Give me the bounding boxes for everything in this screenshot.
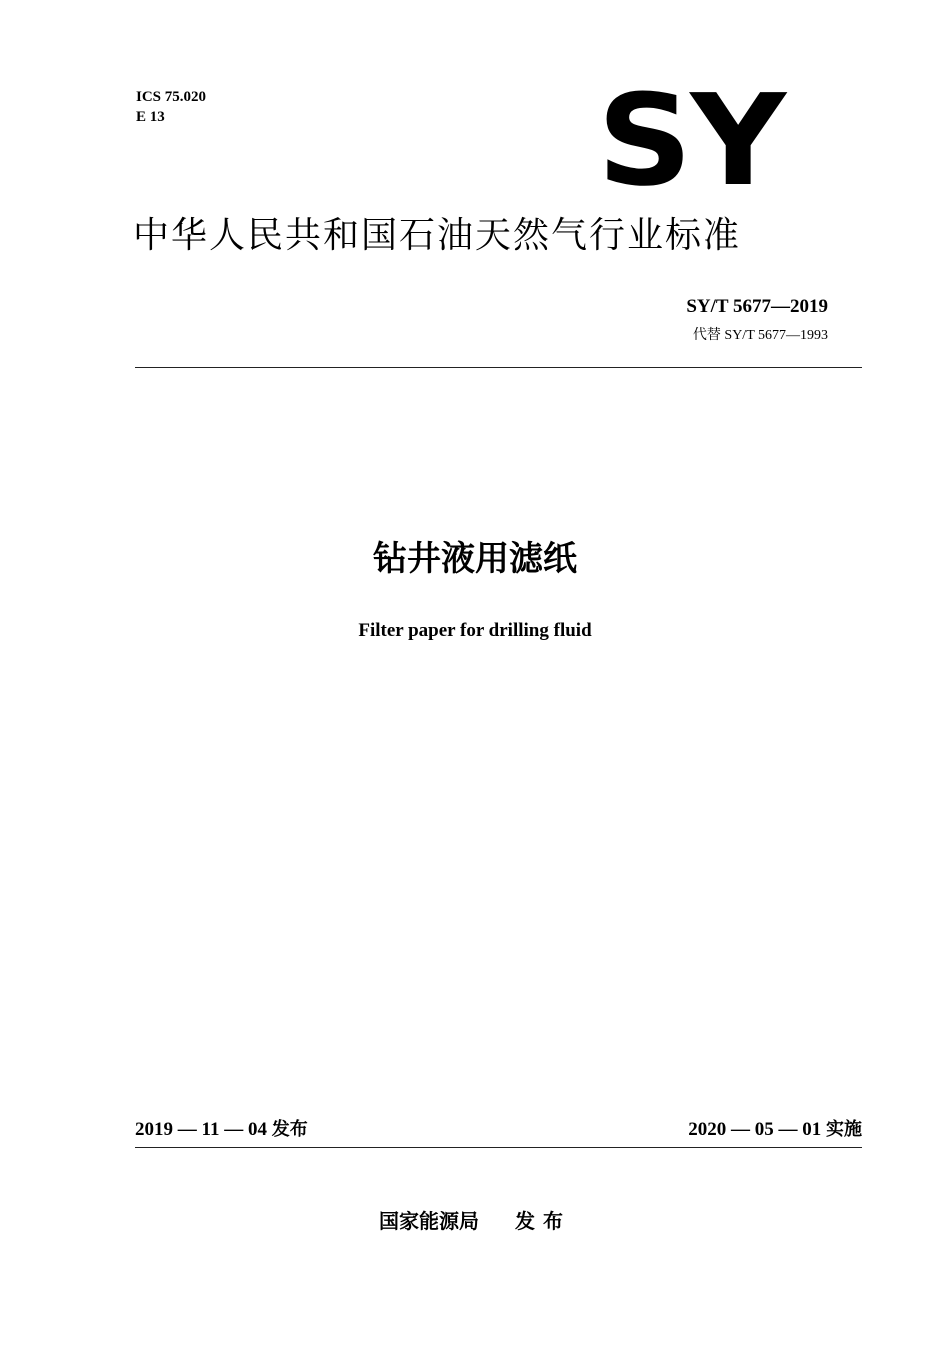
document-title-english: Filter paper for drilling fluid [358, 620, 592, 641]
ics-code: ICS 75.020 [136, 89, 207, 105]
sy-logo: SY [597, 67, 784, 214]
bottom-divider [135, 1147, 862, 1148]
issue-date-block [135, 1117, 308, 1143]
implementation-label: 实施 [826, 1119, 862, 1140]
issue-label: 发布 [271, 1119, 308, 1140]
implementation-date-block [688, 1117, 862, 1143]
issuer-action: 发布 [515, 1209, 571, 1233]
top-divider [135, 367, 862, 368]
replaces-standard: 代替 SY/T 5677—1993 [692, 328, 828, 343]
issue-date: 2019 — 11 — 04 [135, 1119, 267, 1140]
issuer-name: 国家能源局 [379, 1209, 479, 1233]
ccs-code: E 13 [136, 109, 165, 125]
issuer-row [0, 1207, 950, 1235]
organization-title: 中华人民共和国石油天然气行业标准 [133, 215, 742, 256]
implementation-date: 2020 — 05 — 01 [688, 1119, 822, 1140]
document-title-chinese: 钻井液用滤纸 [373, 539, 577, 579]
standard-number: SY/T 5677—2019 [686, 296, 828, 317]
